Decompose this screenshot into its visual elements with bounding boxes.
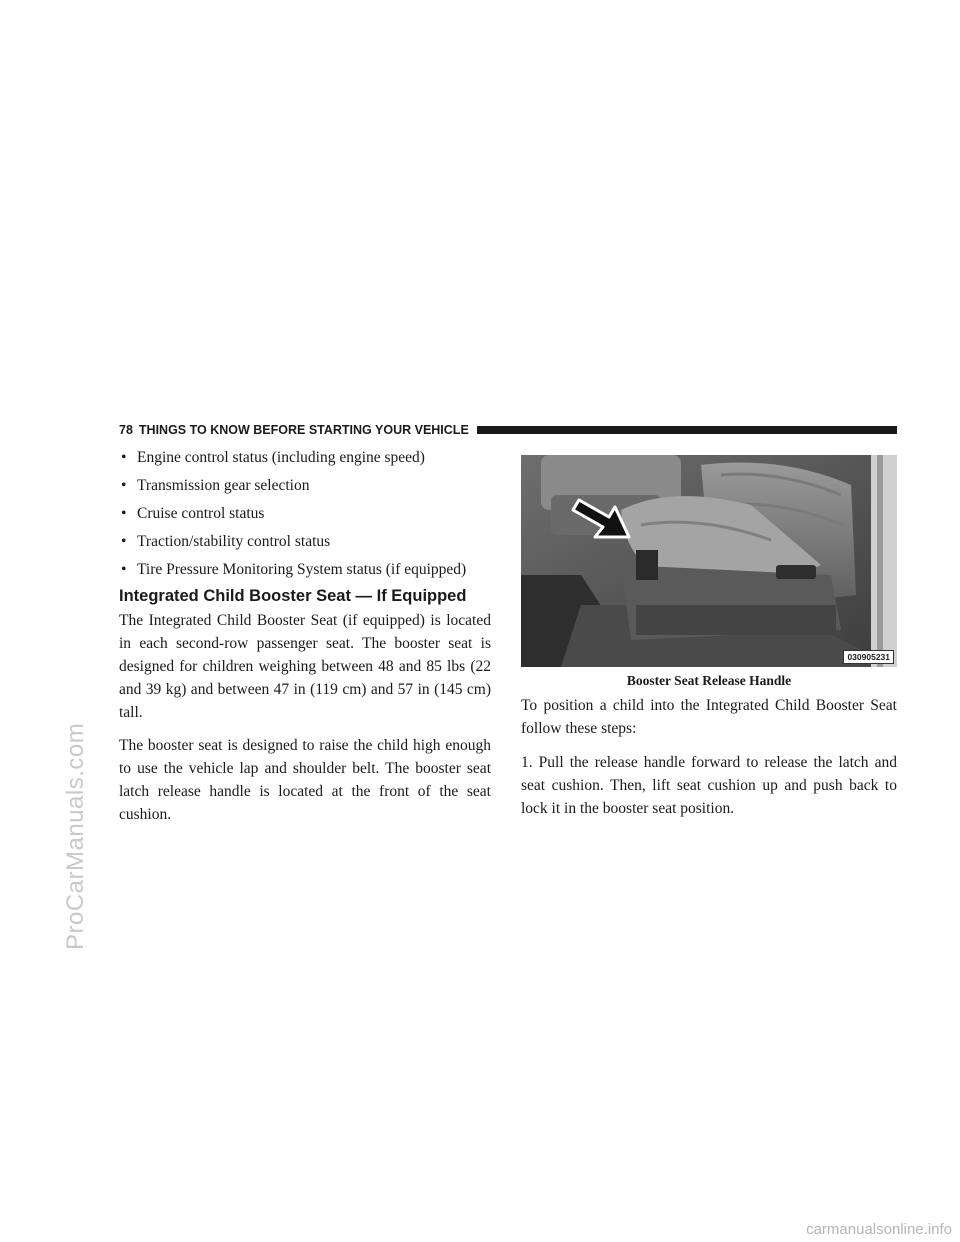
bullet-icon: •: [121, 477, 127, 494]
header-rule: [477, 426, 897, 434]
list-item: [119, 532, 491, 551]
list-item-text: Cruise control status: [137, 505, 265, 522]
right-column: [521, 455, 897, 831]
page-number: 78: [119, 423, 133, 437]
list-item: [119, 504, 491, 523]
list-item: [119, 476, 491, 495]
list-item-text: Engine control status (including engine speed): [137, 449, 425, 466]
list-item-text: Transmission gear selection: [137, 477, 310, 494]
booster-seat-photo: [521, 455, 897, 667]
seat-illustration: [521, 455, 897, 667]
status-bullet-list: [119, 448, 491, 579]
paragraph: 1. Pull the release handle forward to release the latch and seat cushion. Then, lift seat cushion up and push back to lock it in the booster seat position.: [521, 754, 897, 817]
section-heading: Integrated Child Booster Seat — If Equipped: [119, 587, 467, 605]
paragraph: The Integrated Child Booster Seat (if equipped) is located in each second-row passenger seat. The booster seat is designed for children weighing between 48 and 85 lbs (22 and 39 kg) and between 47 in (119 cm) and 57 in (145 cm) tall.: [119, 612, 491, 721]
list-item-text: Tire Pressure Monitoring System status (if equipped): [137, 561, 467, 578]
left-column: [119, 448, 491, 836]
figure-code: 030905231: [843, 650, 894, 664]
bottom-watermark: carmanualsonline.info: [806, 1221, 952, 1238]
paragraph: To position a child into the Integrated Child Booster Seat follow these steps:: [521, 697, 897, 737]
list-item: [119, 448, 491, 467]
page-header: [119, 420, 897, 440]
list-item: [119, 560, 491, 579]
bullet-icon: •: [121, 533, 127, 550]
bullet-icon: •: [121, 449, 127, 466]
bullet-icon: •: [121, 505, 127, 522]
figure-caption: Booster Seat Release Handle: [626, 673, 792, 688]
list-item-text: Traction/stability control status: [137, 533, 331, 550]
section-title: THINGS TO KNOW BEFORE STARTING YOUR VEHICLE: [138, 423, 469, 437]
paragraph: The booster seat is designed to raise the child high enough to use the vehicle lap and shoulder belt. The booster seat latch release handle is located at the front of the seat cushion.: [119, 737, 491, 823]
side-watermark: ProCarManuals.com: [62, 722, 89, 950]
bullet-icon: •: [121, 561, 127, 578]
